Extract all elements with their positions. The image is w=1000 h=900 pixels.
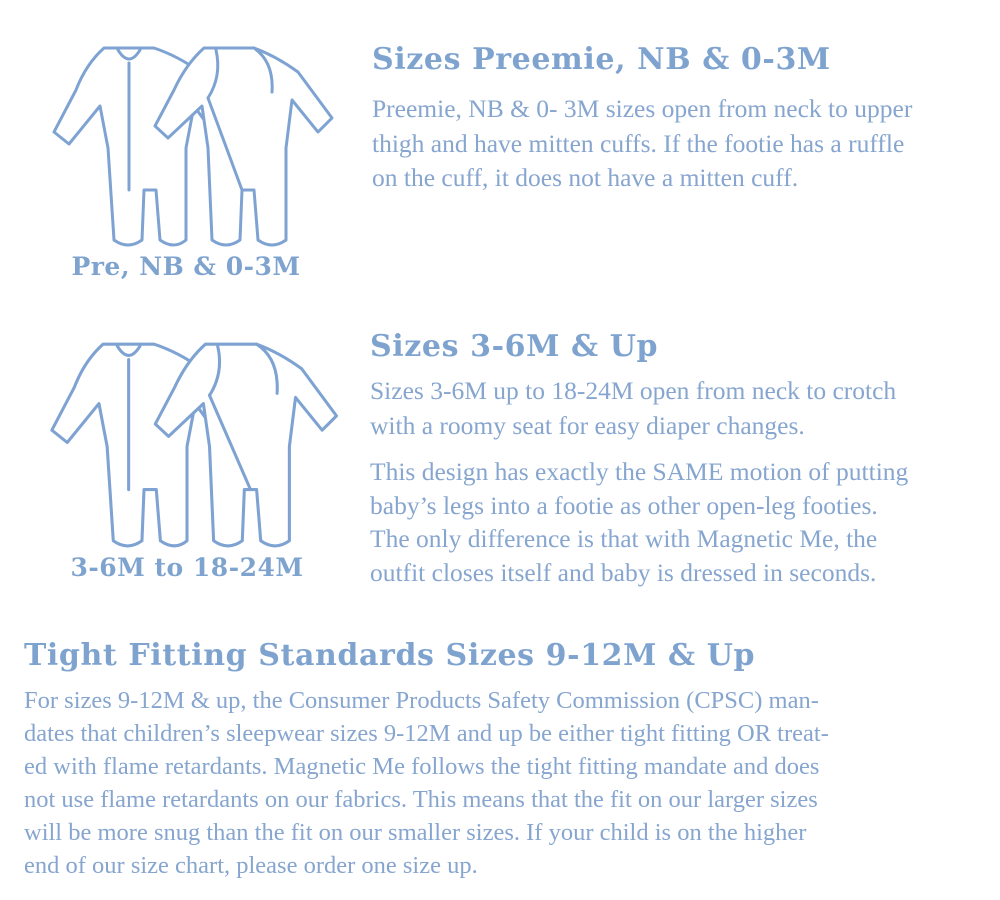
text-line: end of our size chart, please order one size up.: [24, 852, 478, 879]
text-line: Preemie, NB & 0- 3M sizes open from neck to upper: [372, 94, 913, 123]
text-line: ed with flame retardants. Magnetic Me follows the tight fitting mandate and does: [24, 753, 820, 780]
footie-pair-medium-illustration: [32, 336, 342, 551]
text-line: This design has exactly the SAME motion of putting: [370, 457, 909, 486]
text-line: on the cuff, it does not have a mitten cuff.: [372, 163, 799, 192]
text-line: dates that children’s sleepwear sizes 9-12M and up be either tight fitting OR treat-: [24, 720, 829, 747]
size-caption-medium: 3-6M to 18-24M: [70, 553, 304, 582]
paragraph-sizes-preemie: [372, 92, 912, 196]
paragraph-tight-fitting: [24, 684, 829, 882]
footie-pair-small-illustration: [36, 40, 336, 250]
heading-sizes-3-6m: Sizes 3-6M & Up: [370, 329, 659, 364]
footie-pajamas-icon: [36, 40, 336, 250]
paragraph-same-motion: [370, 455, 908, 589]
text-line: not use flame retardants on our fabrics. This means that the fit on our larger sizes: [24, 786, 818, 813]
text-line: outfit closes itself and baby is dressed in seconds.: [370, 557, 877, 587]
text-line: thigh and have mitten cuffs. If the footie has a ruffle: [372, 128, 905, 158]
text-line: The only difference is that with Magnetic Me, the: [370, 524, 878, 553]
heading-tight-fitting: Tight Fitting Standards Sizes 9-12M & Up: [24, 638, 756, 673]
text-line: baby’s legs into a footie as other open-leg footies.: [370, 490, 878, 520]
text-line: For sizes 9-12M & up, the Consumer Products Safety Commission (CPSC) man-: [24, 687, 819, 714]
text-line: Sizes 3-6M up to 18-24M open from neck to crotch: [370, 376, 897, 405]
text-line: will be more snug than the fit on our smaller sizes. If your child is on the higher: [24, 819, 807, 846]
heading-sizes-preemie: Sizes Preemie, NB & 0-3M: [372, 42, 831, 77]
footie-pajamas-icon: [32, 336, 342, 551]
paragraph-sizes-3-6m: [370, 374, 896, 443]
size-caption-small: Pre, NB & 0-3M: [71, 252, 301, 281]
text-line: with a roomy seat for easy diaper changes.: [370, 410, 805, 440]
